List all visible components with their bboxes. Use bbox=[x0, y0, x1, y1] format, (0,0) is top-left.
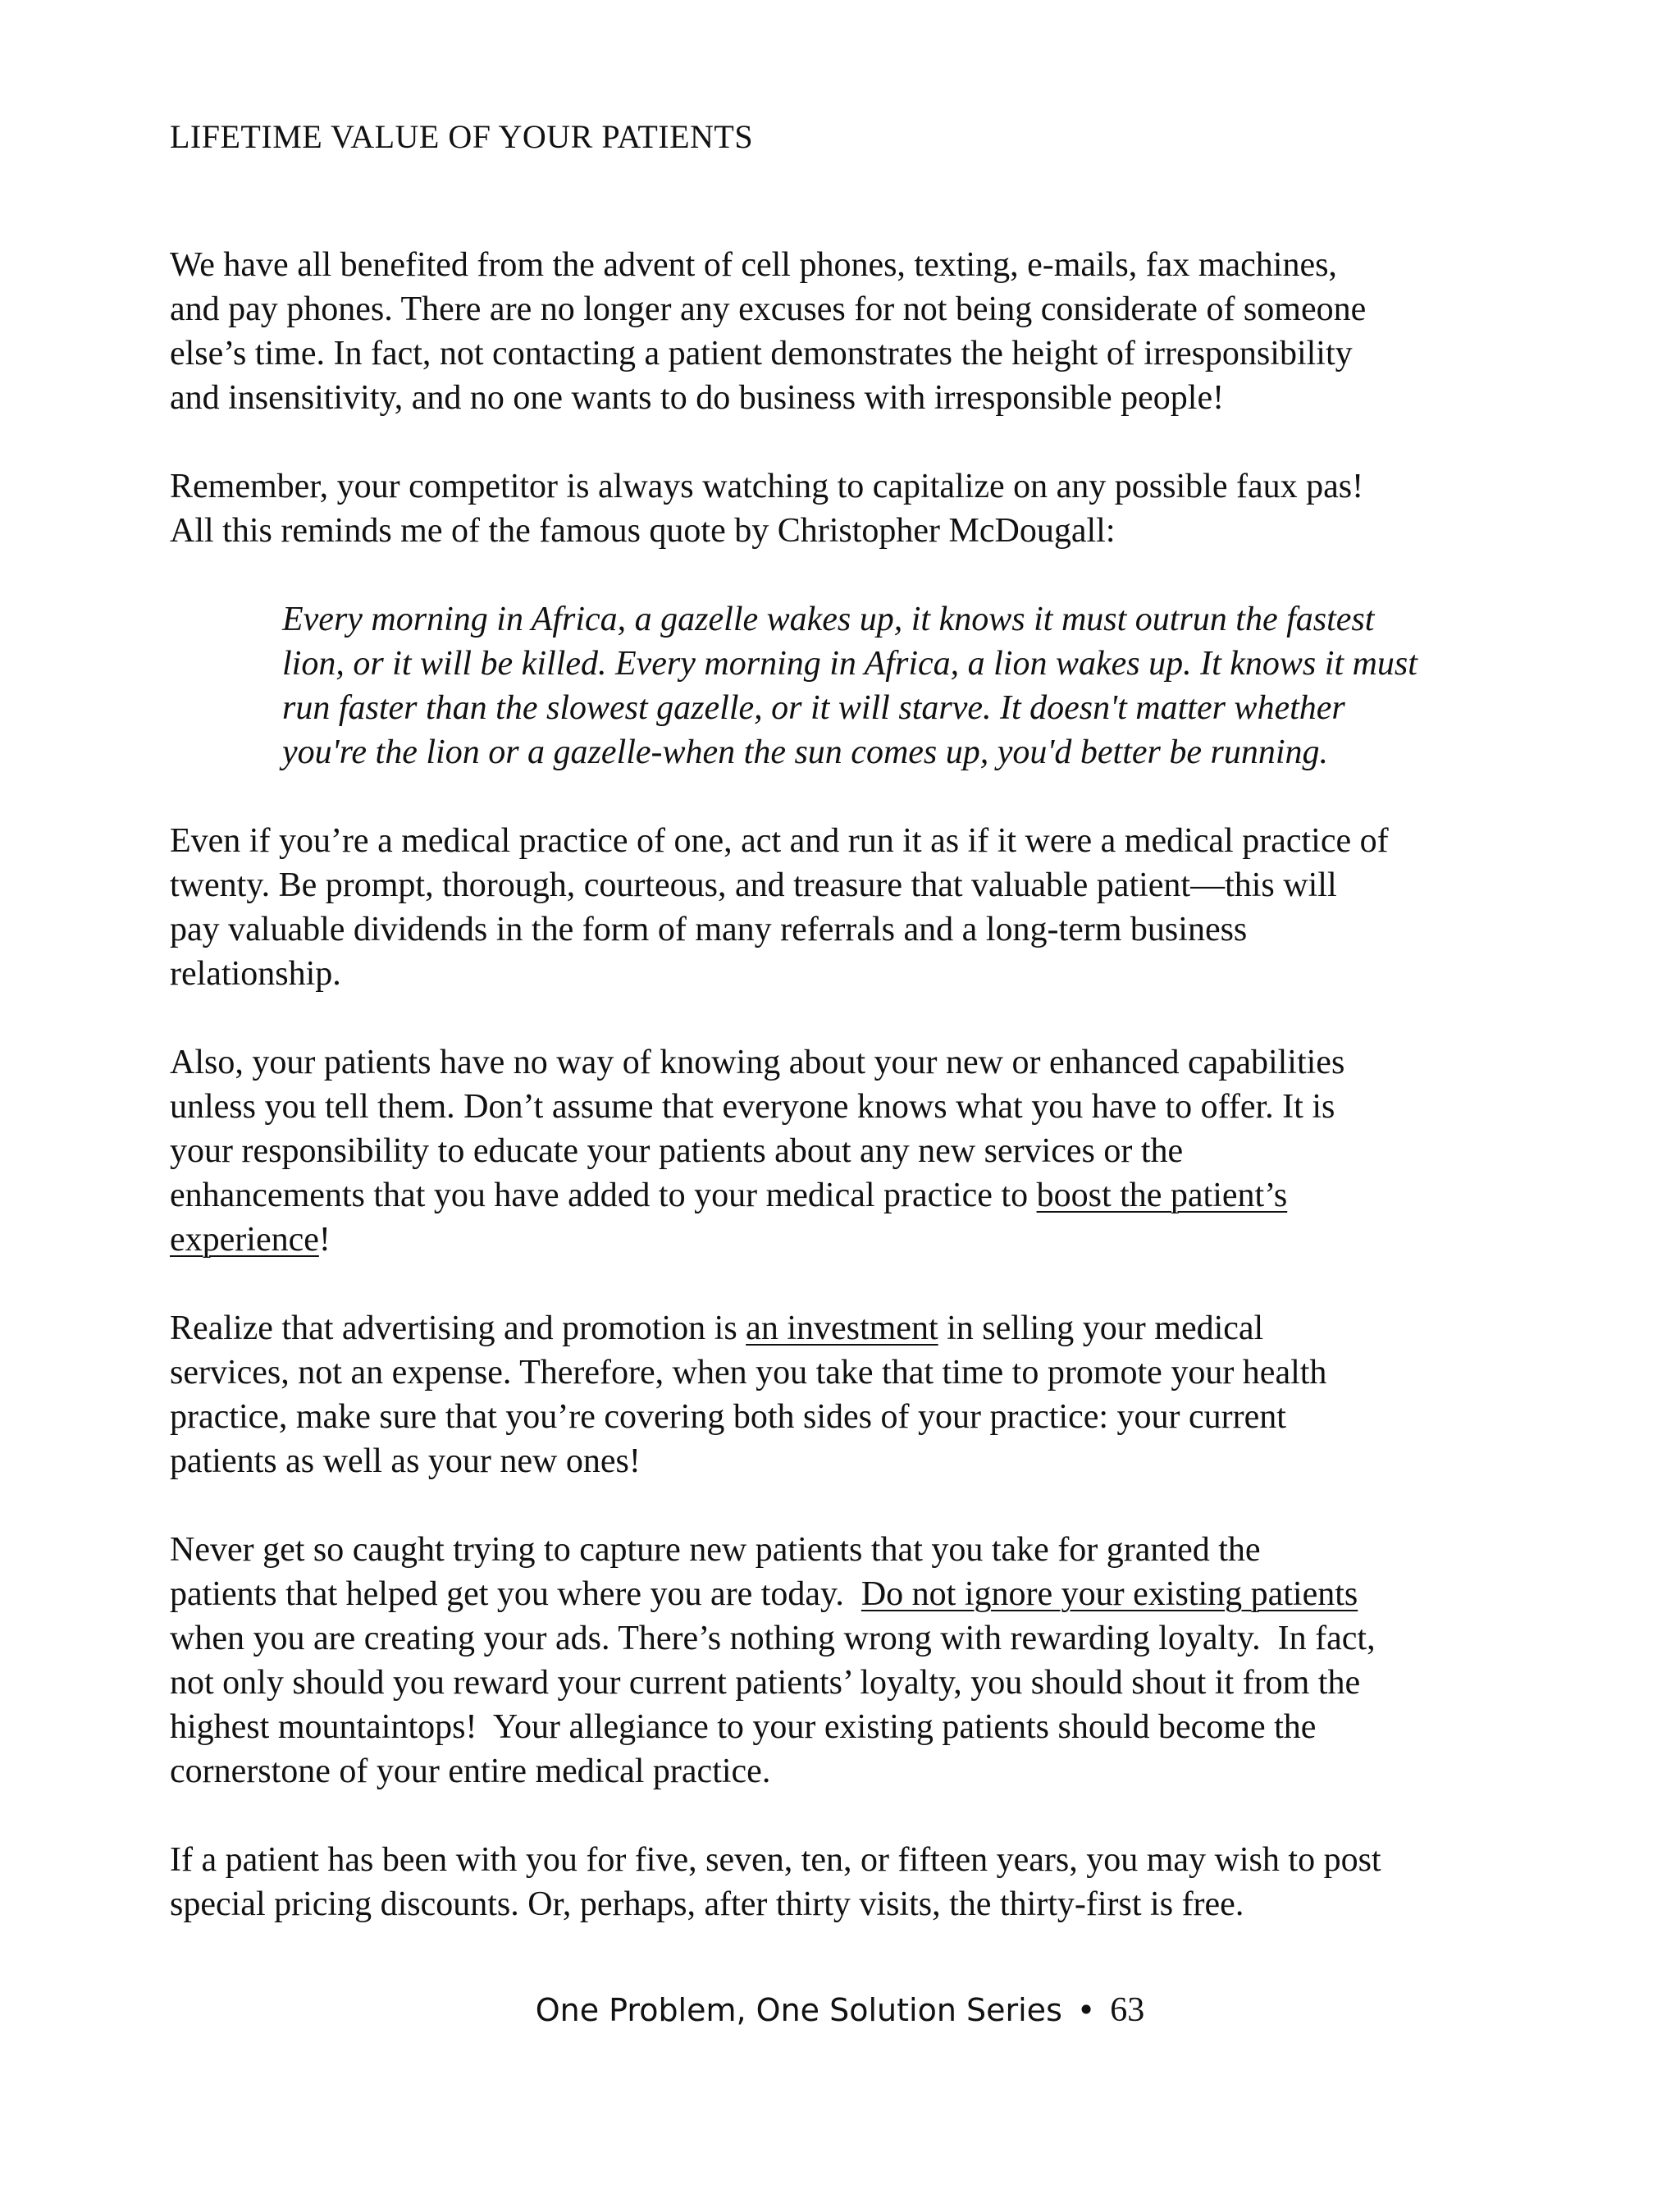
text-segment: enhancements that you have added to your medical practice to bbox=[170, 1177, 1037, 1214]
text-line: twenty. Be prompt, thorough, courteous, and treasure that valuable patient—this will bbox=[170, 866, 1337, 904]
text-line: We have all benefited from the advent of cell phones, texting, e-mails, fax machines, bbox=[170, 246, 1337, 284]
paragraph-2 bbox=[170, 464, 1564, 553]
paragraph-4 bbox=[170, 1040, 1564, 1262]
text-line: relationship. bbox=[170, 955, 341, 993]
text-line: and pay phones. There are no longer any excuses for not being considerate of someone bbox=[170, 290, 1367, 328]
text-line: If a patient has been with you for five, seven, ten, or fifteen years, you may wish to post bbox=[170, 1841, 1381, 1879]
bullet-separator: • bbox=[1076, 1992, 1096, 2028]
text-line bbox=[170, 1306, 1564, 1350]
page-footer bbox=[0, 1988, 1680, 2032]
paragraph-6 bbox=[170, 1528, 1564, 1794]
text-line bbox=[170, 1218, 1564, 1262]
block-quote bbox=[282, 597, 1564, 775]
text-line bbox=[170, 1173, 1564, 1218]
paragraph-5 bbox=[170, 1306, 1564, 1483]
text-line bbox=[170, 1572, 1564, 1616]
series-name: One Problem, One Solution Series bbox=[535, 1992, 1062, 2028]
paragraph-1 bbox=[170, 243, 1564, 420]
underlined-phrase: Do not ignore your existing patients bbox=[861, 1575, 1358, 1613]
text-line: your responsibility to educate your patients about any new services or the bbox=[170, 1132, 1184, 1170]
text-line: cornerstone of your entire medical practice. bbox=[170, 1753, 771, 1790]
text-line: Also, your patients have no way of knowing about your new or enhanced capabilities bbox=[170, 1044, 1345, 1081]
text-segment: patients that helped get you where you are today. bbox=[170, 1575, 861, 1613]
page-number: 63 bbox=[1110, 1991, 1145, 2029]
underlined-phrase: experience bbox=[170, 1221, 319, 1259]
text-line: Never get so caught trying to capture new patients that you take for granted the bbox=[170, 1531, 1261, 1569]
text-line: All this reminds me of the famous quote by Christopher McDougall: bbox=[170, 512, 1116, 550]
text-line: Even if you’re a medical practice of one, act and run it as if it were a medical practice of bbox=[170, 822, 1389, 860]
text-segment: Realize that advertising and promotion is bbox=[170, 1309, 746, 1347]
body-text bbox=[170, 243, 1564, 1971]
text-line: else’s time. In fact, not contacting a patient demonstrates the height of irresponsibility bbox=[170, 335, 1353, 372]
underlined-phrase: boost the patient’s bbox=[1036, 1177, 1288, 1214]
quote-line: lion, or it will be killed. Every morning in Africa, a lion wakes up. It knows it must bbox=[282, 645, 1418, 683]
text-line: highest mountaintops! Your allegiance to your existing patients should become the bbox=[170, 1708, 1317, 1746]
text-line: when you are creating your ads. There’s nothing wrong with rewarding loyalty. In fact, bbox=[170, 1620, 1376, 1657]
quote-line: run faster than the slowest gazelle, or it will starve. It doesn't matter whether bbox=[282, 689, 1345, 727]
text-segment: in selling your medical bbox=[938, 1309, 1264, 1347]
text-line: unless you tell them. Don’t assume that everyone knows what you have to offer. It is bbox=[170, 1088, 1335, 1126]
quote-line: Every morning in Africa, a gazelle wakes up, it knows it must outrun the fastest bbox=[282, 601, 1375, 638]
text-line: Remember, your competitor is always watching to capitalize on any possible faux pas! bbox=[170, 468, 1364, 505]
text-segment: ! bbox=[318, 1221, 331, 1259]
text-line: pay valuable dividends in the form of many referrals and a long-term business bbox=[170, 911, 1248, 948]
text-line: practice, make sure that you’re covering both sides of your practice: your current bbox=[170, 1398, 1286, 1436]
paragraph-7 bbox=[170, 1838, 1564, 1926]
text-line: patients as well as your new ones! bbox=[170, 1442, 641, 1480]
quote-line: you're the lion or a gazelle-when the sun comes up, you'd better be running. bbox=[282, 733, 1329, 771]
chapter-title: LIFETIME VALUE OF YOUR PATIENTS bbox=[170, 118, 754, 155]
underlined-phrase: an investment bbox=[746, 1309, 938, 1347]
text-line: not only should you reward your current patients’ loyalty, you should shout it from the bbox=[170, 1664, 1361, 1702]
text-line: services, not an expense. Therefore, when you take that time to promote your health bbox=[170, 1354, 1327, 1392]
text-line: and insensitivity, and no one wants to do business with irresponsible people! bbox=[170, 379, 1225, 417]
text-line: special pricing discounts. Or, perhaps, after thirty visits, the thirty-first is free. bbox=[170, 1885, 1244, 1923]
paragraph-3 bbox=[170, 819, 1564, 996]
